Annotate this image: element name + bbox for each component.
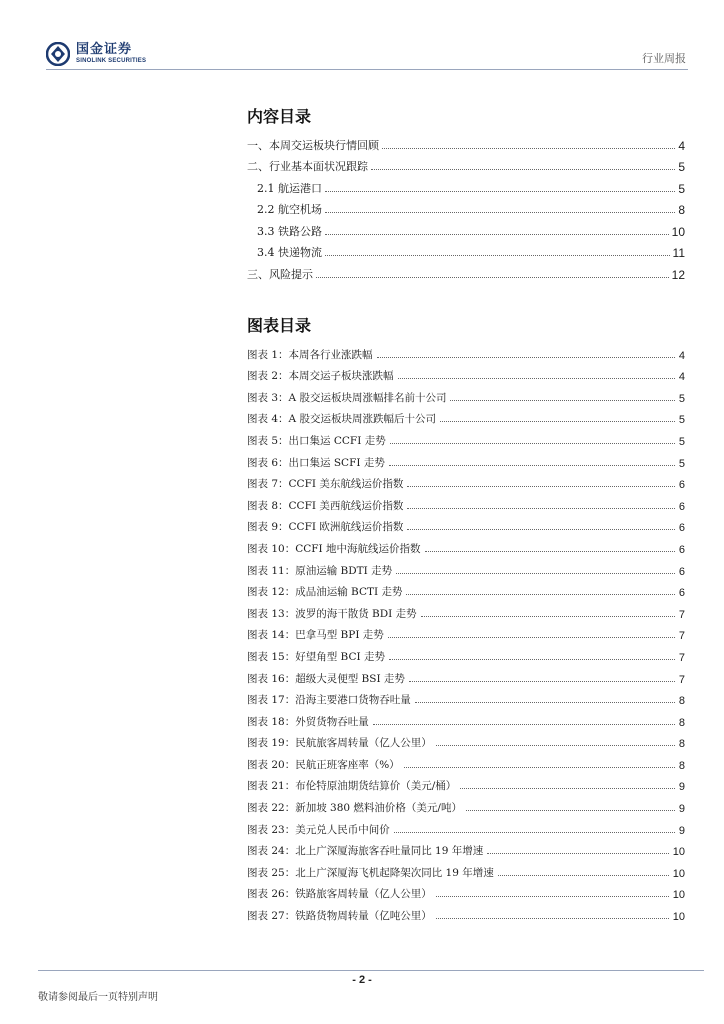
dot-leader [388,637,675,638]
logo-english-name: SINOLINK SECURITIES [76,58,147,64]
toc-entry-label: 2.1 航运港口 [257,181,322,195]
figure-entry-page: 4 [678,371,685,384]
figure-entry[interactable] [247,448,685,470]
figure-entry-page: 6 [678,543,685,556]
figure-entry-label: 图表 13：波罗的海干散货 BDI 走势 [247,607,417,620]
toc-entry[interactable] [247,260,685,282]
figure-entry-page: 6 [678,500,685,513]
figure-entry[interactable] [247,815,685,837]
dot-leader [404,767,675,768]
figure-entry-page: 9 [678,824,685,837]
figure-entry[interactable] [247,729,685,751]
figure-entry-label: 图表 5：出口集运 CCFI 走势 [247,434,386,447]
dot-leader [373,724,675,725]
figure-entry-label: 图表 23：美元兑人民币中间价 [247,823,390,836]
figure-entry-page: 9 [678,803,685,816]
figure-entry-label: 图表 14：巴拿马型 BPI 走势 [247,629,384,642]
report-type: 行业周报 [642,52,686,65]
toc-entry-label: 3.4 快递物流 [257,246,322,259]
figure-entry[interactable] [247,599,685,621]
figure-entry-label: 图表 1：本周各行业涨跌幅 [247,348,373,361]
figure-entry[interactable] [247,578,685,600]
figure-entry-label: 图表 3：A 股交运板块周涨幅排名前十公司 [247,391,447,404]
figure-entry-page: 10 [672,911,685,924]
figures-list [247,340,685,923]
figure-entry-label: 图表 15：好望角型 BCI 走势 [247,650,385,663]
figure-entry-label: 图表 21：布伦特原油期货结算价（美元/桶） [247,780,457,793]
figure-entry[interactable] [247,491,685,513]
figure-entry-page: 8 [678,716,685,729]
dot-leader [425,551,675,552]
toc-entry-page: 4 [678,138,685,153]
dot-leader [487,853,669,854]
toc-entry-label: 3.3 铁路公路 [257,224,322,238]
dot-leader [498,875,669,876]
figure-entry-page: 7 [678,608,685,621]
figure-entry-page: 5 [678,435,685,448]
dot-leader [415,702,675,703]
dot-leader [407,508,675,509]
figure-entry-label: 图表 7：CCFI 美东航线运价指数 [247,478,404,491]
figure-entry[interactable] [247,642,685,664]
logo-chinese-name: 国金证券 [76,42,133,57]
toc-entry-label: 一、本周交运板块行情回顾 [247,138,379,152]
figure-entry[interactable] [247,772,685,794]
figure-entry-page: 10 [672,867,685,880]
dot-leader [436,896,669,897]
figure-entry[interactable] [247,880,685,902]
dot-leader [325,234,669,235]
dot-leader [325,191,675,192]
figure-entry-page: 8 [678,738,685,751]
toc-entry-page: 5 [678,160,685,174]
footer-disclaimer: 敬请参阅最后一页特别声明 [38,992,158,1003]
toc-entry-label: 二、行业基本面状况跟踪 [247,160,368,173]
figure-entry-label: 图表 20：民航正班客座率（%） [247,758,400,771]
toc-entry[interactable] [247,196,685,218]
toc-entry-page: 8 [678,203,685,217]
figure-entry-page: 5 [678,457,685,470]
page-header [0,0,724,70]
figure-entry-page: 10 [672,889,685,902]
dot-leader [409,681,675,682]
contents-title: 内容目录 [247,107,312,126]
dot-leader [466,810,675,811]
dot-leader [371,169,675,170]
toc-entry-page: 10 [671,224,685,239]
figure-entry-label: 图表 19：民航旅客周转量（亿人公里） [247,737,432,750]
figure-entry[interactable] [247,340,685,362]
figure-entry-label: 图表 6：出口集运 SCFI 走势 [247,456,385,469]
figure-entry[interactable] [247,513,685,535]
figure-entry[interactable] [247,793,685,815]
figure-entry-label: 图表 11：原油运输 BDTI 走势 [247,564,393,577]
dot-leader [389,465,675,466]
figure-entry-page: 7 [678,651,685,664]
figure-entry-label: 图表 4：A 股交运板块周涨跌幅后十公司 [247,413,436,426]
figure-entry[interactable] [247,837,685,859]
figure-entry[interactable] [247,664,685,686]
logo-emblem-icon [46,42,70,66]
dot-leader [450,400,674,401]
dot-leader [389,659,675,660]
dot-leader [394,832,675,833]
figure-entry[interactable] [247,383,685,405]
figure-entry-label: 图表 17：沿海主要港口货物吞吐量 [247,694,411,707]
page-number: - 2 - [352,974,372,986]
dot-leader [406,594,674,595]
header-divider [46,69,688,70]
dot-leader [382,148,675,149]
figure-entry-page: 5 [678,414,685,427]
contents-list [247,131,685,282]
dot-leader [436,745,675,746]
figure-entry-label: 图表 27：铁路货物周转量（亿吨公里） [247,910,432,923]
toc-entry-page: 12 [671,267,685,282]
figure-entry[interactable] [247,858,685,880]
figure-entry[interactable] [247,470,685,492]
figure-entry-page: 9 [678,781,685,794]
dot-leader [407,529,675,530]
figure-entry-page: 6 [678,587,685,600]
toc-entry[interactable] [247,131,685,153]
figure-entry-page: 6 [678,479,685,492]
dot-leader [316,277,669,278]
dot-leader [460,788,675,789]
figure-entry[interactable] [247,901,685,923]
figure-entry-page: 4 [678,349,685,362]
dot-leader [325,255,670,256]
figure-entry-label: 图表 9：CCFI 欧洲航线运价指数 [247,521,404,534]
dot-leader [325,212,675,213]
toc-entry[interactable] [247,217,685,239]
figure-entry-label: 图表 2：本周交运子板块涨跌幅 [247,370,394,383]
dot-leader [436,918,669,919]
dot-leader [377,357,675,358]
dot-leader [398,378,675,379]
figure-entry-label: 图表 12：成品油运输 BCTI 走势 [247,586,403,599]
figure-entry-label: 图表 10：CCFI 地中海航线运价指数 [247,542,421,555]
figure-entry-page: 7 [678,673,685,686]
figure-entry[interactable] [247,621,685,643]
dot-leader [421,616,675,617]
figure-entry[interactable] [247,362,685,384]
dot-leader [396,573,675,574]
figure-entry[interactable] [247,556,685,578]
figure-entry-label: 图表 22：新加坡 380 燃料油价格（美元/吨） [247,802,462,815]
figure-entry-page: 6 [678,565,685,578]
toc-entry[interactable] [247,153,685,175]
toc-entry-page: 5 [678,181,685,196]
toc-entry-label: 三、风险提示 [247,267,313,281]
footer-divider [38,970,704,971]
figure-entry[interactable] [247,426,685,448]
toc-entry[interactable] [247,239,685,261]
toc-entry-label: 2.2 航空机场 [257,203,322,216]
figure-entry-label: 图表 8：CCFI 美西航线运价指数 [247,499,404,512]
figure-entry[interactable] [247,686,685,708]
figure-entry-page: 10 [672,846,685,859]
figures-title: 图表目录 [247,316,312,335]
figure-entry-page: 8 [678,695,685,708]
figure-entry[interactable] [247,405,685,427]
figure-entry-label: 图表 26：铁路旅客周转量（亿人公里） [247,888,432,901]
dot-leader [390,443,675,444]
dot-leader [407,486,675,487]
figure-entry-page: 7 [678,630,685,643]
figure-entry-page: 8 [678,759,685,772]
figure-entry-label: 图表 25：北上广深厦海飞机起降架次同比 19 年增速 [247,866,494,879]
figure-entry-label: 图表 18：外贸货物吞吐量 [247,715,369,728]
figure-entry-page: 6 [678,522,685,535]
figure-entry[interactable] [247,707,685,729]
figure-entry-label: 图表 24：北上广深厦海旅客吞吐量同比 19 年增速 [247,845,484,858]
figure-entry[interactable] [247,750,685,772]
figure-entry-label: 图表 16：超级大灵便型 BSI 走势 [247,672,405,685]
toc-entry-page: 11 [672,246,685,260]
figure-entry[interactable] [247,534,685,556]
toc-entry[interactable] [247,174,685,196]
company-logo [46,40,146,68]
dot-leader [440,421,675,422]
figure-entry-page: 5 [678,392,685,405]
